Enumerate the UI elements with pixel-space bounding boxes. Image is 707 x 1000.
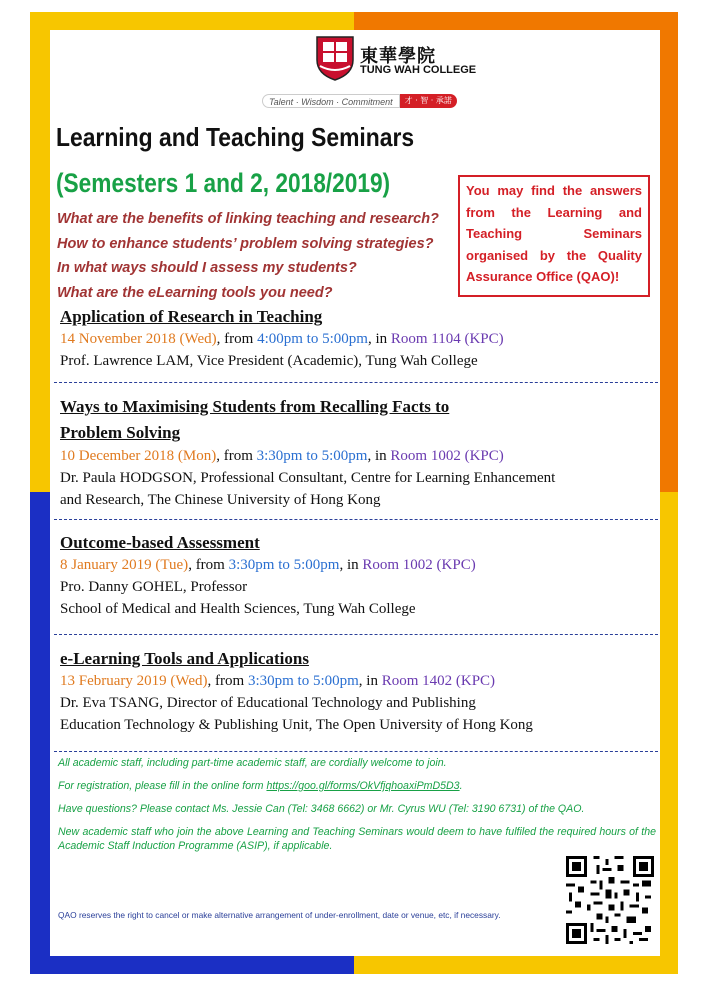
- college-name-chinese: 東華學院: [360, 46, 436, 67]
- schedule-connector: , from: [188, 557, 229, 573]
- schedule-connector: , in: [367, 331, 391, 347]
- welcome-note: All academic staff, including part-time academic staff, are cordially welcome to join.: [58, 757, 447, 769]
- tagline-chinese: 才 · 智 · 承諾: [400, 94, 457, 108]
- seminar-schedule: [60, 446, 658, 467]
- frame-left-bottom-band: [30, 492, 50, 974]
- seminar-title: Outcome-based Assessment: [60, 533, 260, 552]
- frame-bottom-left-band: [30, 956, 354, 974]
- frame-top-right-band: [354, 12, 678, 30]
- seminar-speaker: Prof. Lawrence LAM, Vice President (Academic), Tung Wah College: [60, 353, 478, 369]
- seminar-schedule: [60, 555, 658, 576]
- seminar-date: 13 February 2019 (Wed): [60, 673, 208, 689]
- schedule-connector: , from: [207, 673, 248, 689]
- registration-note: [58, 779, 656, 793]
- schedule-connector: , in: [367, 448, 391, 464]
- tagline-english: Talent · Wisdom · Commitment: [262, 94, 400, 108]
- seminar-time: 3:30pm to 5:00pm: [256, 448, 368, 464]
- schedule-connector: , from: [216, 331, 258, 347]
- seminar-speaker-affiliation: and Research, The Chinese University of Hong Kong: [60, 492, 381, 508]
- section-divider: [54, 751, 658, 752]
- seminar-speaker: Dr. Eva TSANG, Director of Educational Technology and Publishing: [60, 695, 476, 711]
- frame-left-top-band: [30, 12, 50, 492]
- seminar-room: Room 1402 (KPC): [381, 673, 496, 689]
- seminar-research-in-teaching: [60, 304, 658, 372]
- seminar-speaker-affiliation: School of Medical and Health Sciences, Tung Wah College: [60, 601, 416, 617]
- seminar-time: 3:30pm to 5:00pm: [247, 673, 359, 689]
- schedule-connector: , in: [339, 557, 363, 573]
- seminar-date: 14 November 2018 (Wed): [60, 331, 217, 347]
- seminar-title: Application of Research in Teaching: [60, 307, 323, 326]
- seminar-outcome-based-assessment: [60, 530, 658, 620]
- seminar-room: Room 1002 (KPC): [390, 448, 504, 464]
- question-list: [57, 207, 439, 305]
- seminar-room: Room 1002 (KPC): [362, 557, 476, 573]
- seminar-time: 4:00pm to 5:00pm: [257, 331, 368, 347]
- seminar-schedule: [60, 671, 658, 692]
- seminar-elearning-tools: [60, 646, 658, 736]
- frame-top-left-band: [30, 12, 354, 30]
- section-divider: [54, 382, 658, 383]
- seminar-date: 8 January 2019 (Tue): [60, 557, 189, 573]
- question-item: What are the eLearning tools you need?: [57, 284, 333, 301]
- frame-right-bottom-band: [660, 492, 678, 974]
- question-item: How to enhance students’ problem solving strategies?: [57, 235, 434, 252]
- callout-box: [458, 175, 650, 297]
- contact-note: Have questions? Please contact Ms. Jessie Can (Tel: 3468 6662) or Mr. Cyrus WU (Tel: 3190 6731) of the QAO.: [58, 803, 585, 815]
- poster-content: [50, 30, 660, 956]
- seminar-speaker: Pro. Danny GOHEL, Professor: [60, 579, 248, 595]
- frame-right-top-band: [660, 12, 678, 492]
- seminar-title: Ways to Maximising Students from Recalling Facts to: [60, 397, 450, 416]
- qr-code-icon[interactable]: [566, 856, 654, 944]
- college-name-english: TUNG WAH COLLEGE: [360, 64, 477, 76]
- schedule-connector: , from: [216, 448, 257, 464]
- seminar-title: e-Learning Tools and Applications: [60, 649, 309, 668]
- question-item: What are the benefits of linking teaching and research?: [57, 211, 439, 227]
- page-subtitle: (Semesters 1 and 2, 2018/2019): [56, 168, 391, 198]
- seminar-schedule: [60, 329, 658, 350]
- college-crest-icon: [314, 34, 356, 82]
- question-item: In what ways should I assess my students?: [57, 260, 357, 276]
- seminar-problem-solving: [60, 394, 658, 511]
- frame-bottom-right-band: [354, 956, 678, 974]
- seminar-date: 10 December 2018 (Mon): [60, 448, 217, 464]
- seminar-speaker-affiliation: Education Technology & Publishing Unit, The Open University of Hong Kong: [60, 717, 533, 733]
- registration-suffix: .: [459, 780, 463, 792]
- asip-note: New academic staff who join the above Learning and Teaching Seminars would deem to have fulfiled the required hours of the Academic Staff Induction Programme (ASIP), if applicable.: [58, 826, 656, 852]
- callout-text: You may find the answers from the Learning and Teaching Seminars organised by the Quality Assurance Office (QAO)!: [466, 183, 642, 284]
- registration-link[interactable]: https://goo.gl/forms/OkVfjqhoaxiPmD5D3: [266, 780, 460, 792]
- footer-notes: [58, 756, 656, 862]
- college-tagline: [262, 94, 457, 108]
- seminar-speaker: Dr. Paula HODGSON, Professional Consultant, Centre for Learning Enhancement: [60, 470, 556, 486]
- schedule-connector: , in: [358, 673, 382, 689]
- disclaimer-text: QAO reserves the right to cancel or make alternative arrangement of under-enrollment, date or venue, etc, if necessary.: [58, 910, 501, 920]
- seminar-title-continued: Problem Solving: [60, 423, 181, 442]
- section-divider: [54, 519, 658, 520]
- seminar-room: Room 1104 (KPC): [390, 331, 504, 347]
- college-logo: [258, 34, 488, 112]
- seminar-time: 3:30pm to 5:00pm: [228, 557, 340, 573]
- section-divider: [54, 634, 658, 635]
- page-title: Learning and Teaching Seminars: [56, 122, 415, 152]
- registration-prefix: For registration, please fill in the online form: [58, 780, 267, 792]
